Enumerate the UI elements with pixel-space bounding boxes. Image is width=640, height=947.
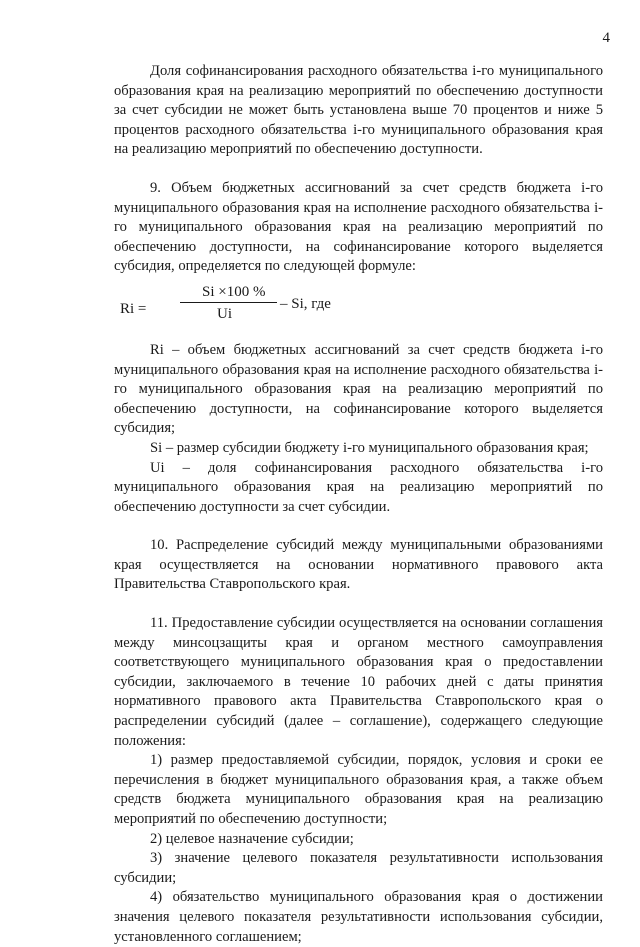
definition-s: Si – размер субсидии бюджету i-го муниципального образования края; (150, 439, 589, 456)
list-item-1: 1) размер предоставляемой субсидии, порядок, условия и сроки ее перечисления в бюджет муниципального образования края, а также объем средств бюджета муниципального образования края на реализацию мероприятий по обеспечению доступности; (114, 752, 603, 827)
paragraph-10: 10. Распределение субсидий между муниципальными образованиями края осуществляется на основании нормативного правового акта Правительства Ставропольского края. (114, 537, 603, 593)
formula-lhs: Ri = (120, 300, 147, 317)
formula-denominator: Ui (217, 305, 232, 322)
formula (114, 279, 603, 337)
list-item-3: 3) значение целевого показателя результативности использования субсидии; (114, 850, 603, 886)
document-body (114, 62, 603, 947)
formula-numerator: Si ×100 % (202, 283, 266, 300)
formula-fraction-line (180, 302, 277, 303)
definition-r: Ri – объем бюджетных ассигнований за счет средств бюджета i-го муниципального образования края на исполнение расходного обязательства i-го муниципального образования края на реализацию мероприятий по обеспечению доступности, на софинансирование которого выделяется субсидия; (114, 341, 603, 437)
page-number: 4 (602, 30, 610, 46)
paragraph-11: 11. Предоставление субсидии осуществляется на основании соглашения между минсоцзащиты края и органом местного самоуправления соответствующего муниципального образования края о предоставлении субсидии, заключаемого в течение 10 рабочих дней с даты принятия нормативного правового акта Правительства Ставропольского края о распределении субсидий (далее – соглашение), содержащего следующие положения: (114, 615, 603, 749)
list-item-2: 2) целевое назначение субсидии; (150, 830, 354, 847)
list-item-4: 4) обязательство муниципального образования края о достижении значения целевого показателя результативности использования субсидии, установленного соглашением; (114, 889, 603, 945)
paragraph-9: 9. Объем бюджетных ассигнований за счет средств бюджета i-го муниципального образования края на исполнение расходного обязательства i-го муниципального образования края на реализацию мероприятий по обеспечению доступности, на софинансирование которого выделяется субсидия, определяется по следующей формуле: (114, 179, 603, 275)
definition-u: Ui – доля софинансирования расходного обязательства i-го муниципального образования края на реализацию мероприятий по обеспечению доступности за счет субсидии. (114, 459, 603, 515)
paragraph-cofinancing-share: Доля софинансирования расходного обязательства i-го муниципального образования края на реализацию мероприятий по обеспечению доступности за счет субсидии не может быть установлена выше 70 процентов и ниже 5 процентов расходного обязательства i-го муниципального образования края на реализацию мероприятий по обеспечению доступности. (114, 63, 603, 158)
formula-tail: – Si, где (280, 295, 331, 312)
